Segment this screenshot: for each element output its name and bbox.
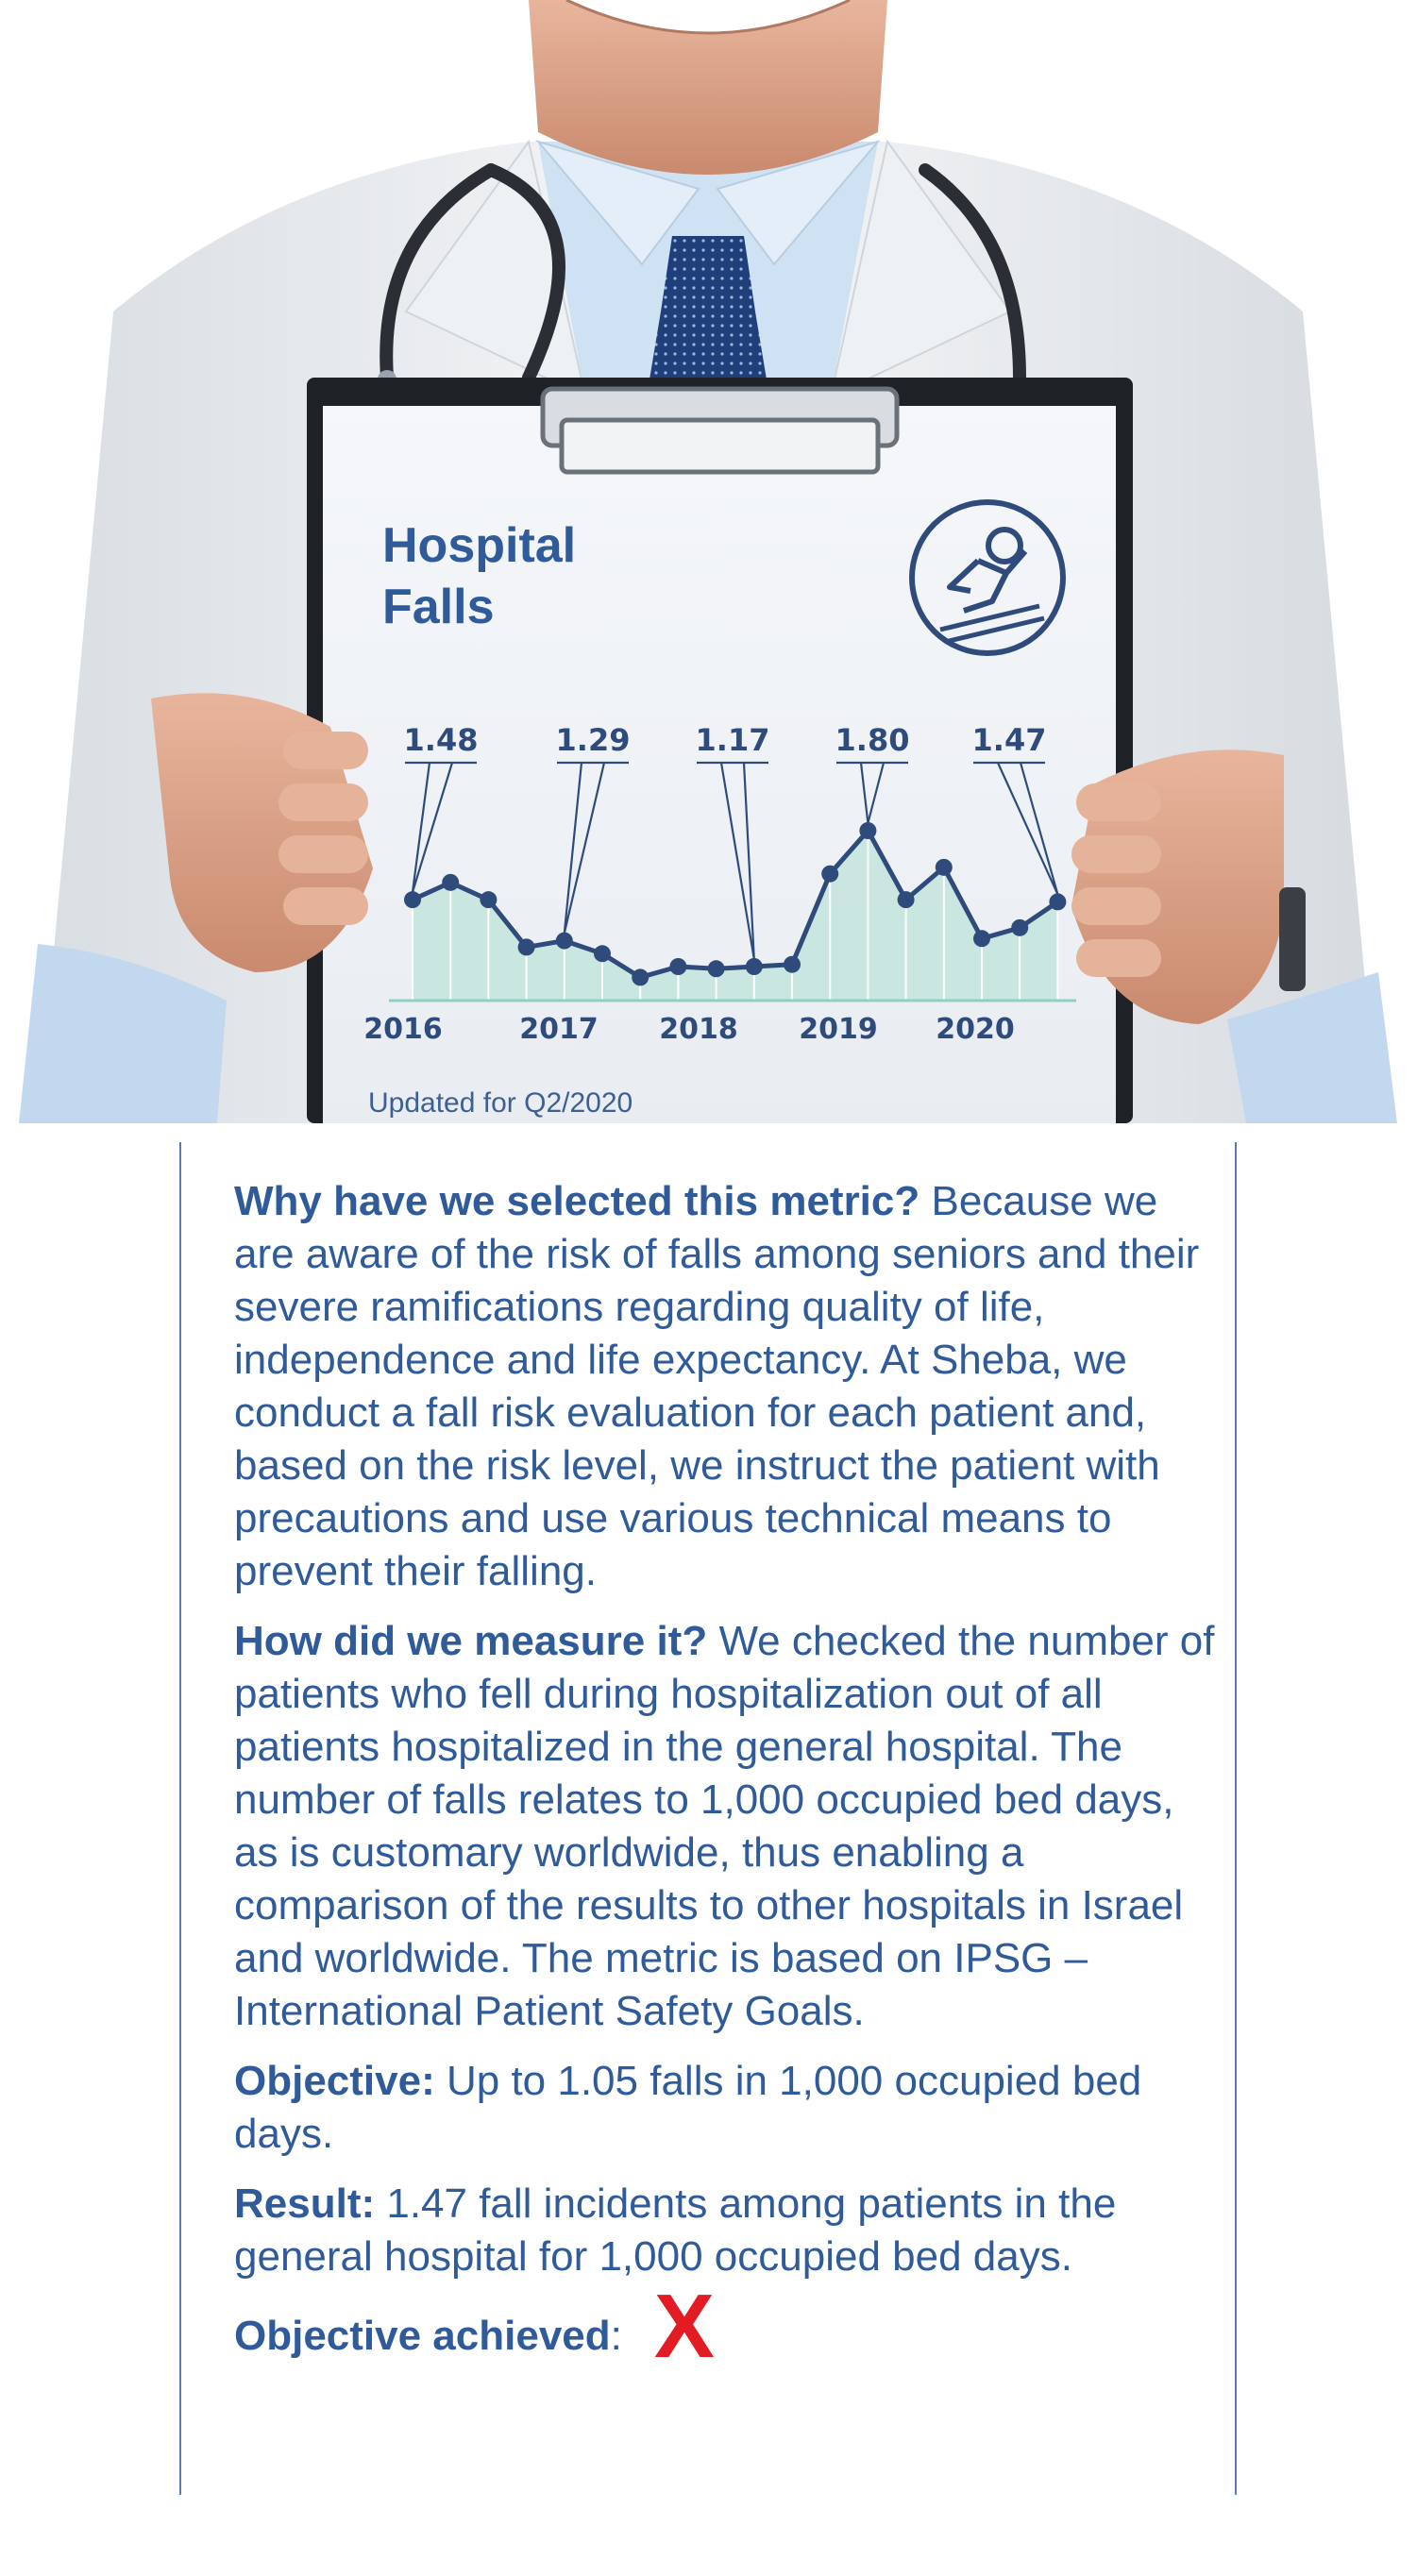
objective-heading: Objective:: [234, 2058, 435, 2104]
why-body: Because we are aware of the risk of falls among seniors and their severe ramifications regarding quality of life, independence and life expectancy. At Sheba, we conduct a fall risk evaluation for each patient and, based on the risk level, we instruct the patient with precautions and use various technical means to prevent their falling.: [234, 1178, 1200, 1594]
description-text: [234, 1175, 1225, 2380]
chart-value-label: 1.17: [695, 722, 770, 758]
achieved-paragraph: [234, 2276, 1225, 2377]
result-paragraph: [234, 2178, 1225, 2283]
chart-value-label: 1.29: [555, 722, 631, 758]
hero-illustration: [0, 0, 1417, 1123]
chart-point: [936, 859, 953, 876]
achieved-colon: :: [610, 2313, 622, 2359]
chart-year-label: 2018: [659, 1013, 738, 1046]
objective-body: Up to 1.05 falls in 1,000 occupied bed days.: [234, 2058, 1142, 2157]
chart-point: [669, 958, 686, 975]
how-body: We checked the number of patients who fell during hospitalization out of all patients hospitalized in the general hospital. The number of falls relates to 1,000 occupied bed days, as is customary worldwide, thus enabling a comparison of the results to other hospitals in Israel and worldwide. The metric is based on IPSG – International Patient Safety Goals.: [234, 1618, 1215, 2034]
achieved-heading: Objective achieved: [234, 2313, 611, 2359]
why-paragraph: [234, 1175, 1225, 1598]
how-heading: How did we measure it?: [234, 1618, 708, 1664]
description-panel: [179, 1142, 1237, 2495]
chart-point: [859, 822, 876, 839]
chart-point: [594, 945, 611, 962]
why-heading: Why have we selected this metric?: [234, 1178, 920, 1224]
chart-point: [821, 866, 838, 883]
chart-value-label: 1.47: [971, 722, 1047, 758]
chart-point: [480, 891, 497, 908]
chart-point: [1011, 919, 1028, 936]
fail-x-icon: X: [653, 2276, 715, 2377]
chart-year-label: 2019: [799, 1013, 878, 1046]
chart-point: [1049, 893, 1066, 910]
chart-title-line1: Hospital: [382, 518, 577, 573]
chart-point: [632, 968, 649, 985]
chart-value-label: 1.48: [403, 722, 479, 758]
chart-title-line2: Falls: [382, 580, 495, 634]
chart-point: [973, 930, 990, 947]
chart-point: [746, 958, 763, 975]
chart-point: [784, 956, 801, 973]
result-body: 1.47 fall incidents among patients in the general hospital for 1,000 occupied bed days.: [234, 2180, 1117, 2280]
how-paragraph: [234, 1615, 1225, 2038]
chart-value-label: 1.80: [835, 722, 910, 758]
chart-year-label: 2017: [519, 1013, 599, 1046]
chart-point: [556, 933, 573, 950]
chart-year-label: 2020: [936, 1013, 1015, 1046]
chart-point: [708, 960, 725, 977]
chart-year-label: 2016: [363, 1013, 443, 1046]
updated-label: Updated for Q2/2020: [368, 1087, 633, 1119]
chart-point: [442, 874, 459, 891]
objective-paragraph: [234, 2055, 1225, 2161]
chart-point: [898, 891, 915, 908]
chart-point: [404, 891, 421, 908]
chart-point: [518, 938, 535, 955]
result-heading: Result:: [234, 2180, 376, 2227]
